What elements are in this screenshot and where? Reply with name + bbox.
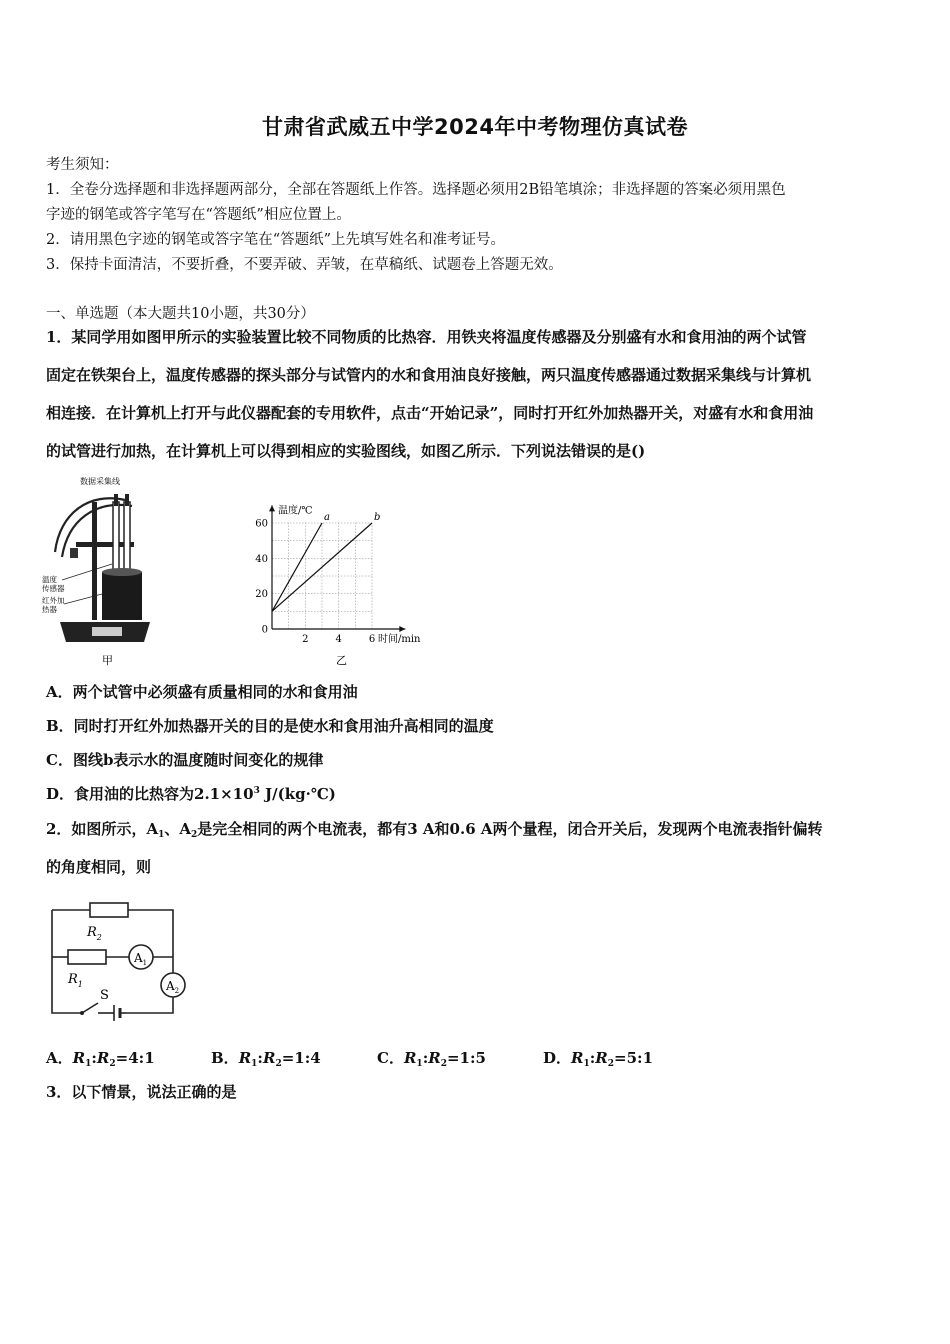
question-2-option-b[interactable] <box>211 1047 321 1069</box>
heater-panel <box>92 627 122 636</box>
option-d-suffix: J/(kg·℃) <box>259 785 336 803</box>
opt-c-r1: R <box>403 1049 417 1067</box>
opt-a-colon: : <box>91 1049 97 1067</box>
label-r2: $R_2$ <box>87 925 102 942</box>
question-1-line-1: 1．某同学用如图甲所示的实验装置比较不同物质的比热容．用铁夹将温度传感器及分别盛有水和食用油的两个试管 <box>46 328 807 346</box>
question-2-line-1 <box>46 818 823 840</box>
label-switch: S <box>100 988 109 1003</box>
opt-b-prefix: B． <box>211 1049 239 1067</box>
figure-jia-caption: 甲 <box>102 654 113 667</box>
label-heater-1: 红外加 <box>42 596 65 605</box>
opt-c-r2: R <box>428 1049 441 1067</box>
x-axis-label: 时间/min <box>378 634 421 645</box>
heater-top <box>102 568 142 576</box>
opt-d-r1: R <box>571 1049 584 1067</box>
opt-a-text: =4:1 <box>115 1049 155 1067</box>
infrared-heater <box>102 572 142 620</box>
q2-sub-2: 2 <box>190 830 198 840</box>
question-1-line-4: 的试管进行加热，在计算机上可以得到相应的实验图线，如图乙所示．下列说法错误的是() <box>46 442 646 460</box>
opt-c-text: =1:5 <box>446 1049 486 1067</box>
q2-sub-1: 1 <box>158 830 165 840</box>
notice-item-2: 2．请用黑色字迹的钢笔或答字笔在“答题纸”上先填写姓名和准考证号。 <box>46 232 506 248</box>
question-2-option-c[interactable] <box>377 1047 486 1069</box>
y-tick-label: 60 <box>255 518 268 530</box>
opt-b-text: =1:4 <box>281 1049 321 1067</box>
figure-yi-caption: 乙 <box>336 654 347 667</box>
q2-text-b: 、A <box>164 820 191 838</box>
opt-b-colon: : <box>257 1049 263 1067</box>
option-d-prefix: D．食用油的比热容为2.1×10 <box>46 785 254 803</box>
x-tick-label: 2 <box>302 634 309 645</box>
question-2-option-a[interactable] <box>46 1047 155 1069</box>
question-1-text <box>46 318 906 470</box>
opt-c-prefix: C． <box>377 1049 404 1067</box>
opt-d-text: =5:1 <box>614 1049 654 1067</box>
figure-yi-chart <box>252 500 444 672</box>
wire-bottom-right <box>126 997 173 1013</box>
page-title: 甘肃省武威五中学2024年中考物理仿真试卷 <box>262 115 688 139</box>
section-heading: 一、单选题（本大题共10小题，共30分） <box>46 306 315 322</box>
figure-jia-label-wire: 数据采集线 <box>80 477 120 486</box>
question-1-line-3: 相连接．在计算机上打开与此仪器配套的专用软件，点击“开始记录”，同时打开红外加热器开关，对盛有水和食用油 <box>46 404 814 422</box>
figure-jia-apparatus <box>40 472 170 672</box>
opt-d-r2-sub: 2 <box>607 1059 615 1069</box>
x-tick-label: 4 <box>335 634 342 645</box>
question-1-option-a[interactable]: A．两个试管中必须盛有质量相同的水和食用油 <box>46 683 358 701</box>
clamp-knob <box>70 548 78 558</box>
label-a1: $A_1$ <box>134 951 148 967</box>
notice-item-1-line-1: 1．全卷分选择题和非选择题两部分，全部在答题纸上作答。选择题必须用2B铅笔填涂；非选择题的答案必须用黑色 <box>46 182 786 198</box>
question-1-option-b[interactable]: B．同时打开红外加热器开关的目的是使水和食用油升高相同的温度 <box>46 717 494 735</box>
question-2-line-2: 的角度相同，则 <box>46 858 152 876</box>
opt-b-r1-sub: 1 <box>251 1059 258 1069</box>
stand-rod <box>92 502 97 620</box>
opt-b-r2: R <box>262 1049 276 1067</box>
q2-text-a: 2．如图所示，A <box>46 820 159 838</box>
notice-item-3: 3．保持卡面清洁，不要折叠，不要弄破、弄皱，在草稿纸、试题卷上答题无效。 <box>46 257 563 273</box>
sensor-probe-2 <box>125 494 129 506</box>
x-tick-label: 6 <box>368 634 376 645</box>
series-line-a <box>272 523 322 611</box>
opt-b-r2-sub: 2 <box>275 1059 282 1069</box>
opt-d-colon: : <box>589 1049 596 1067</box>
label-heater-2: 热器 <box>42 605 57 614</box>
switch-pivot <box>80 1011 84 1015</box>
opt-d-r2: R <box>595 1049 608 1067</box>
opt-c-colon: : <box>422 1049 429 1067</box>
resistor-r2 <box>90 903 128 917</box>
label-r1: $R_1$ <box>68 972 83 989</box>
opt-c-r1-sub: 1 <box>416 1059 423 1069</box>
label-sensor-1: 温度 <box>42 575 57 584</box>
y-tick-label: 40 <box>255 553 268 565</box>
label-a2: $A_2$ <box>166 979 180 995</box>
question-1-option-d[interactable] <box>46 783 336 804</box>
opt-b-r1: R <box>238 1049 252 1067</box>
series-label-b: b <box>374 512 381 523</box>
opt-c-r2-sub: 2 <box>440 1059 447 1069</box>
opt-a-r2: R <box>96 1049 110 1067</box>
circuit-diagram <box>42 895 192 1030</box>
resistor-r1 <box>68 950 106 964</box>
opt-a-prefix: A． <box>46 1049 73 1067</box>
y-tick-label: 0 <box>261 624 268 636</box>
question-1-option-c[interactable]: C．图线b表示水的温度随时间变化的规律 <box>46 751 324 769</box>
y-axis-arrow <box>269 505 275 511</box>
sensor-probe-1 <box>114 494 118 506</box>
series-label-a: a <box>324 512 330 523</box>
q2-text-c: 是完全相同的两个电流表，都有3 A和0.6 A两个量程，闭合开关后，发现两个电流表指针偏转 <box>197 820 823 838</box>
label-sensor-2: 传感器 <box>42 584 65 593</box>
question-2-option-d[interactable] <box>543 1047 653 1069</box>
question-3-line-1: 3．以下情景，说法正确的是 <box>46 1083 237 1101</box>
x-axis-arrow <box>399 626 405 632</box>
option-d-exponent: 3 <box>253 786 260 796</box>
question-1-line-2: 固定在铁架台上，温度传感器的探头部分与试管内的水和食用油良好接触，两只温度传感器通过数据采集线与计算机 <box>46 366 812 384</box>
notice-heading: 考生须知： <box>46 157 119 173</box>
opt-a-r1-sub: 1 <box>85 1059 92 1069</box>
switch-lever <box>82 1003 98 1013</box>
y-axis-label: 温度/℃ <box>278 505 313 517</box>
y-tick-label: 20 <box>255 589 268 601</box>
notice-item-1-line-2: 字迹的钢笔或答字笔写在“答题纸”相应位置上。 <box>46 207 351 223</box>
opt-d-r1-sub: 1 <box>583 1059 590 1069</box>
opt-d-prefix: D． <box>543 1049 572 1067</box>
opt-a-r2-sub: 2 <box>109 1059 116 1069</box>
opt-a-r1: R <box>72 1049 86 1067</box>
